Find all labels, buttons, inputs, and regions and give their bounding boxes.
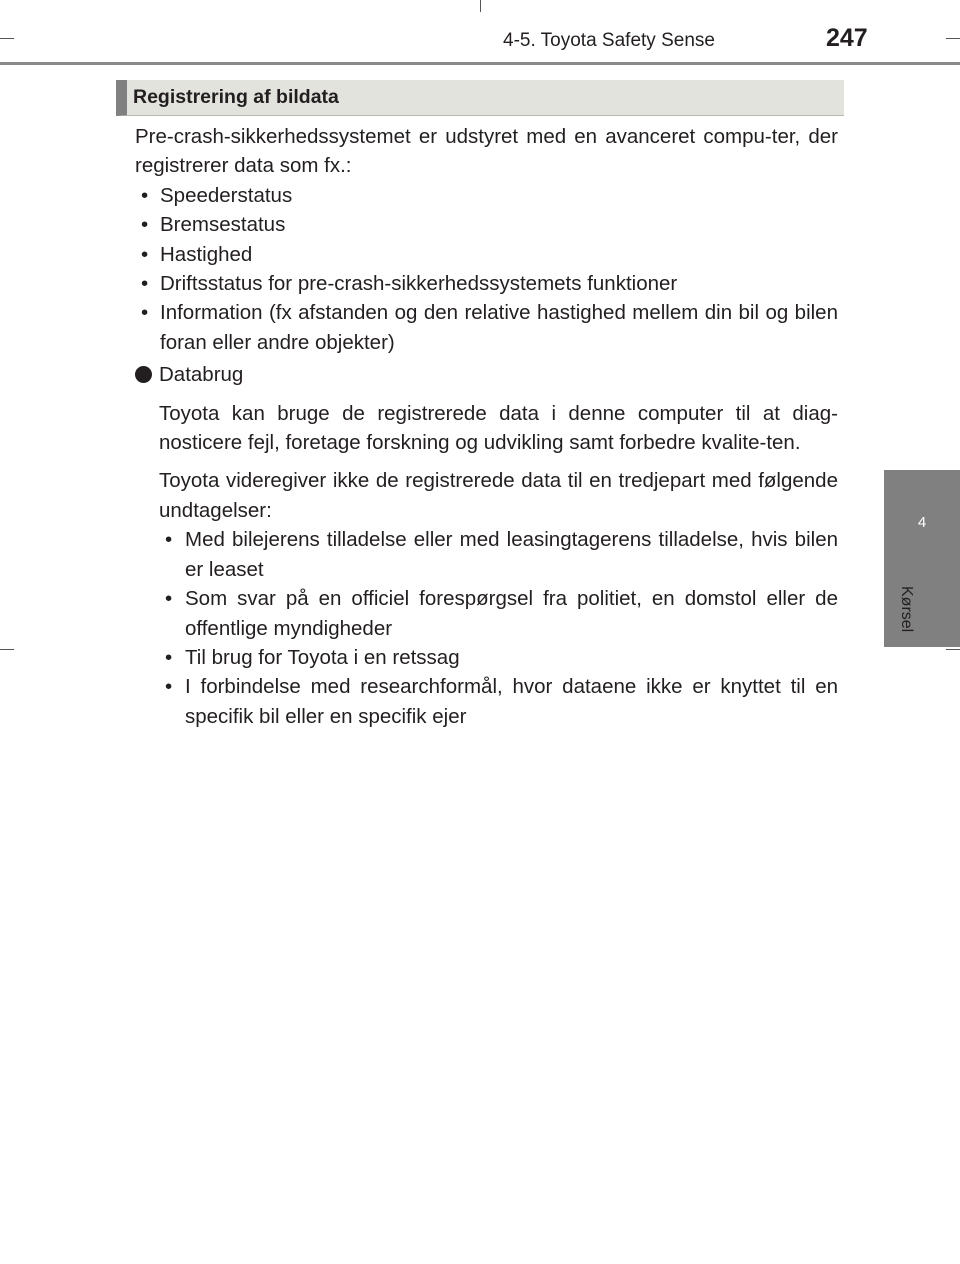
list-item xyxy=(159,643,838,672)
list-item-text: Hastighed xyxy=(160,242,253,266)
header-rule xyxy=(0,62,960,65)
bullet: • xyxy=(141,242,149,266)
list-item xyxy=(135,240,838,269)
bullet: • xyxy=(141,272,149,296)
recorded-data-list xyxy=(135,181,838,357)
running-header-title: 4-5. Toyota Safety Sense xyxy=(503,30,715,51)
list-item-text: I forbindelse med researchformål, hvor dataene ikke er knyttet til en specifik bil eller en specifik ejer xyxy=(185,675,838,728)
bullet: • xyxy=(141,301,149,325)
bullet: • xyxy=(141,213,149,237)
chapter-tab-label: Kørsel xyxy=(898,586,915,633)
intro-paragraph: Pre-crash-sikkerhedssystemet er udstyret med en avanceret compu-ter, der registrerer data som fx.: xyxy=(135,125,838,178)
crop-mark xyxy=(946,649,960,650)
section-title: Registrering af bildata xyxy=(133,86,339,108)
list-item-text: Driftsstatus for pre-crash-sikkerhedssystemets funktioner xyxy=(160,272,678,296)
list-item-text: Til brug for Toyota i en retssag xyxy=(185,645,460,669)
crop-mark xyxy=(946,38,960,39)
list-item xyxy=(135,181,838,210)
filled-circle-icon xyxy=(135,366,152,383)
list-item-text: Information (fx afstanden og den relative hastighed mellem din bil og bilen foran eller andre objekter) xyxy=(160,301,838,354)
subsection-body xyxy=(135,399,838,731)
subsection-title: Databrug xyxy=(159,363,244,387)
page-number: 247 xyxy=(826,24,868,52)
list-item xyxy=(159,525,838,584)
bullet: • xyxy=(165,675,173,699)
list-item xyxy=(135,298,838,357)
chapter-tab-number: 4 xyxy=(917,514,927,531)
section-body xyxy=(135,122,838,731)
list-item xyxy=(135,269,838,298)
list-item xyxy=(135,210,838,239)
exceptions-list xyxy=(159,525,838,731)
bullet: • xyxy=(165,645,173,669)
list-item-text: Med bilejerens tilladelse eller med leasingtagerens tilladelse, hvis bilen er leaset xyxy=(185,528,838,581)
bullet: • xyxy=(165,528,173,552)
list-item xyxy=(159,672,838,731)
list-item-text: Som svar på en officiel forespørgsel fra politiet, en domstol eller de offentlige myndigheder xyxy=(185,587,838,640)
section-header xyxy=(116,80,844,116)
list-item-text: Speederstatus xyxy=(160,183,293,207)
crop-mark xyxy=(0,649,14,650)
bullet: • xyxy=(165,587,173,611)
third-party-paragraph: Toyota videregiver ikke de registrerede data til en tredjepart med følgende undtagelser: xyxy=(159,469,838,522)
crop-mark xyxy=(0,38,14,39)
bullet: • xyxy=(141,183,149,207)
data-usage-paragraph: Toyota kan bruge de registrerede data i denne computer til at diag-nosticere fejl, foretage forskning og udvikling samt forbedre kvalite-ten. xyxy=(159,401,838,455)
crop-mark xyxy=(480,0,481,12)
list-item-text: Bremsestatus xyxy=(160,213,286,237)
list-item xyxy=(159,584,838,643)
subsection-heading xyxy=(135,360,838,389)
